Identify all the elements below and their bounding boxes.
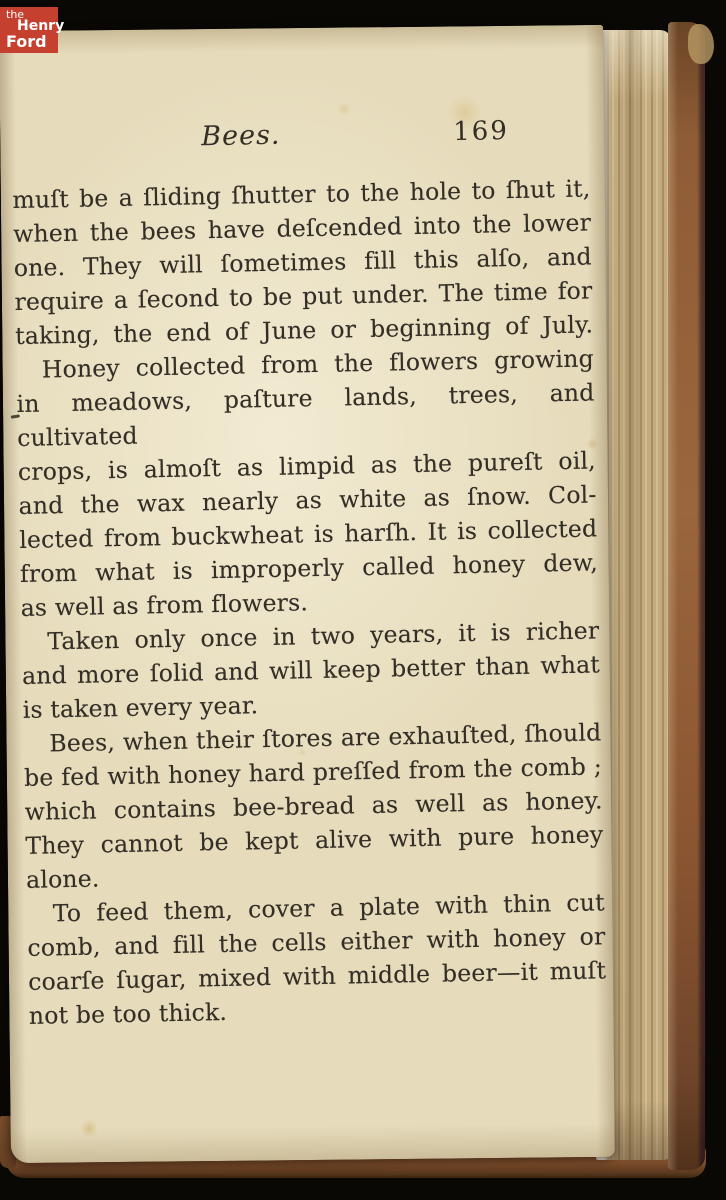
text-line: Bees, when their ſtores are exhauſted, ſhould bbox=[49, 718, 602, 758]
book-cover-torn-corner bbox=[688, 24, 714, 64]
henry-ford-logo bbox=[0, 7, 65, 53]
text-line: as well as from flowers. bbox=[20, 588, 309, 622]
text-line: muſt be a ſliding ſhutter to the hole to ſhut it, bbox=[12, 174, 591, 215]
text-line: crops, is almoſt as limpid as the pureſt oil, bbox=[17, 446, 597, 486]
text-line: and more ſolid and will keep better than what bbox=[21, 650, 601, 690]
text-line: one. They will ſometimes fill this alſo, and bbox=[13, 242, 593, 283]
text-line: be fed with honey hard preſſed from the comb ; bbox=[23, 752, 603, 792]
text-line: They cannot be kept alive with pure honey bbox=[25, 820, 604, 860]
text-line: To feed them, cover a plate with thin cut bbox=[52, 888, 605, 928]
page-text bbox=[7, 19, 615, 1131]
text-line: not be too thick. bbox=[28, 997, 228, 1030]
body-text bbox=[12, 171, 607, 1032]
logo-word-henry: Henry bbox=[17, 18, 65, 34]
text-line: require a ſecond to be put under. The time for bbox=[14, 276, 593, 317]
text-line: comb, and fill the cells either with honey or bbox=[27, 922, 606, 962]
logo-word-ford: Ford bbox=[6, 32, 47, 51]
book-cover-right-edge bbox=[668, 22, 705, 1170]
text-line: when the bees have deſcended into the lower bbox=[12, 208, 592, 249]
running-title: Bees. bbox=[200, 119, 281, 153]
text-line: Honey collected from the flowers growing bbox=[41, 344, 595, 384]
text-line: from what is improperly called honey dew, bbox=[19, 548, 599, 588]
text-line: alone. bbox=[25, 864, 100, 894]
text-line: in meadows, paſture lands, trees, and cultivated bbox=[16, 378, 595, 452]
text-line: coarſe ſugar, mixed with middle beer—it muſt bbox=[27, 956, 607, 996]
text-line: which contains bee-bread as well as honey. bbox=[24, 786, 603, 826]
text-line: Taken only once in two years, it is richer bbox=[47, 616, 600, 656]
text-line: taking, the end of June or beginning of July. bbox=[14, 310, 594, 351]
book-page bbox=[0, 25, 615, 1163]
text-line: lected from buckwheat is harſh. It is collected bbox=[19, 514, 598, 554]
page-number: 169 bbox=[452, 116, 510, 148]
text-line: and the wax nearly as white as ſnow. Col- bbox=[18, 480, 597, 520]
text-line: is taken every year. bbox=[22, 691, 259, 724]
logo-word-the: the bbox=[6, 8, 25, 21]
